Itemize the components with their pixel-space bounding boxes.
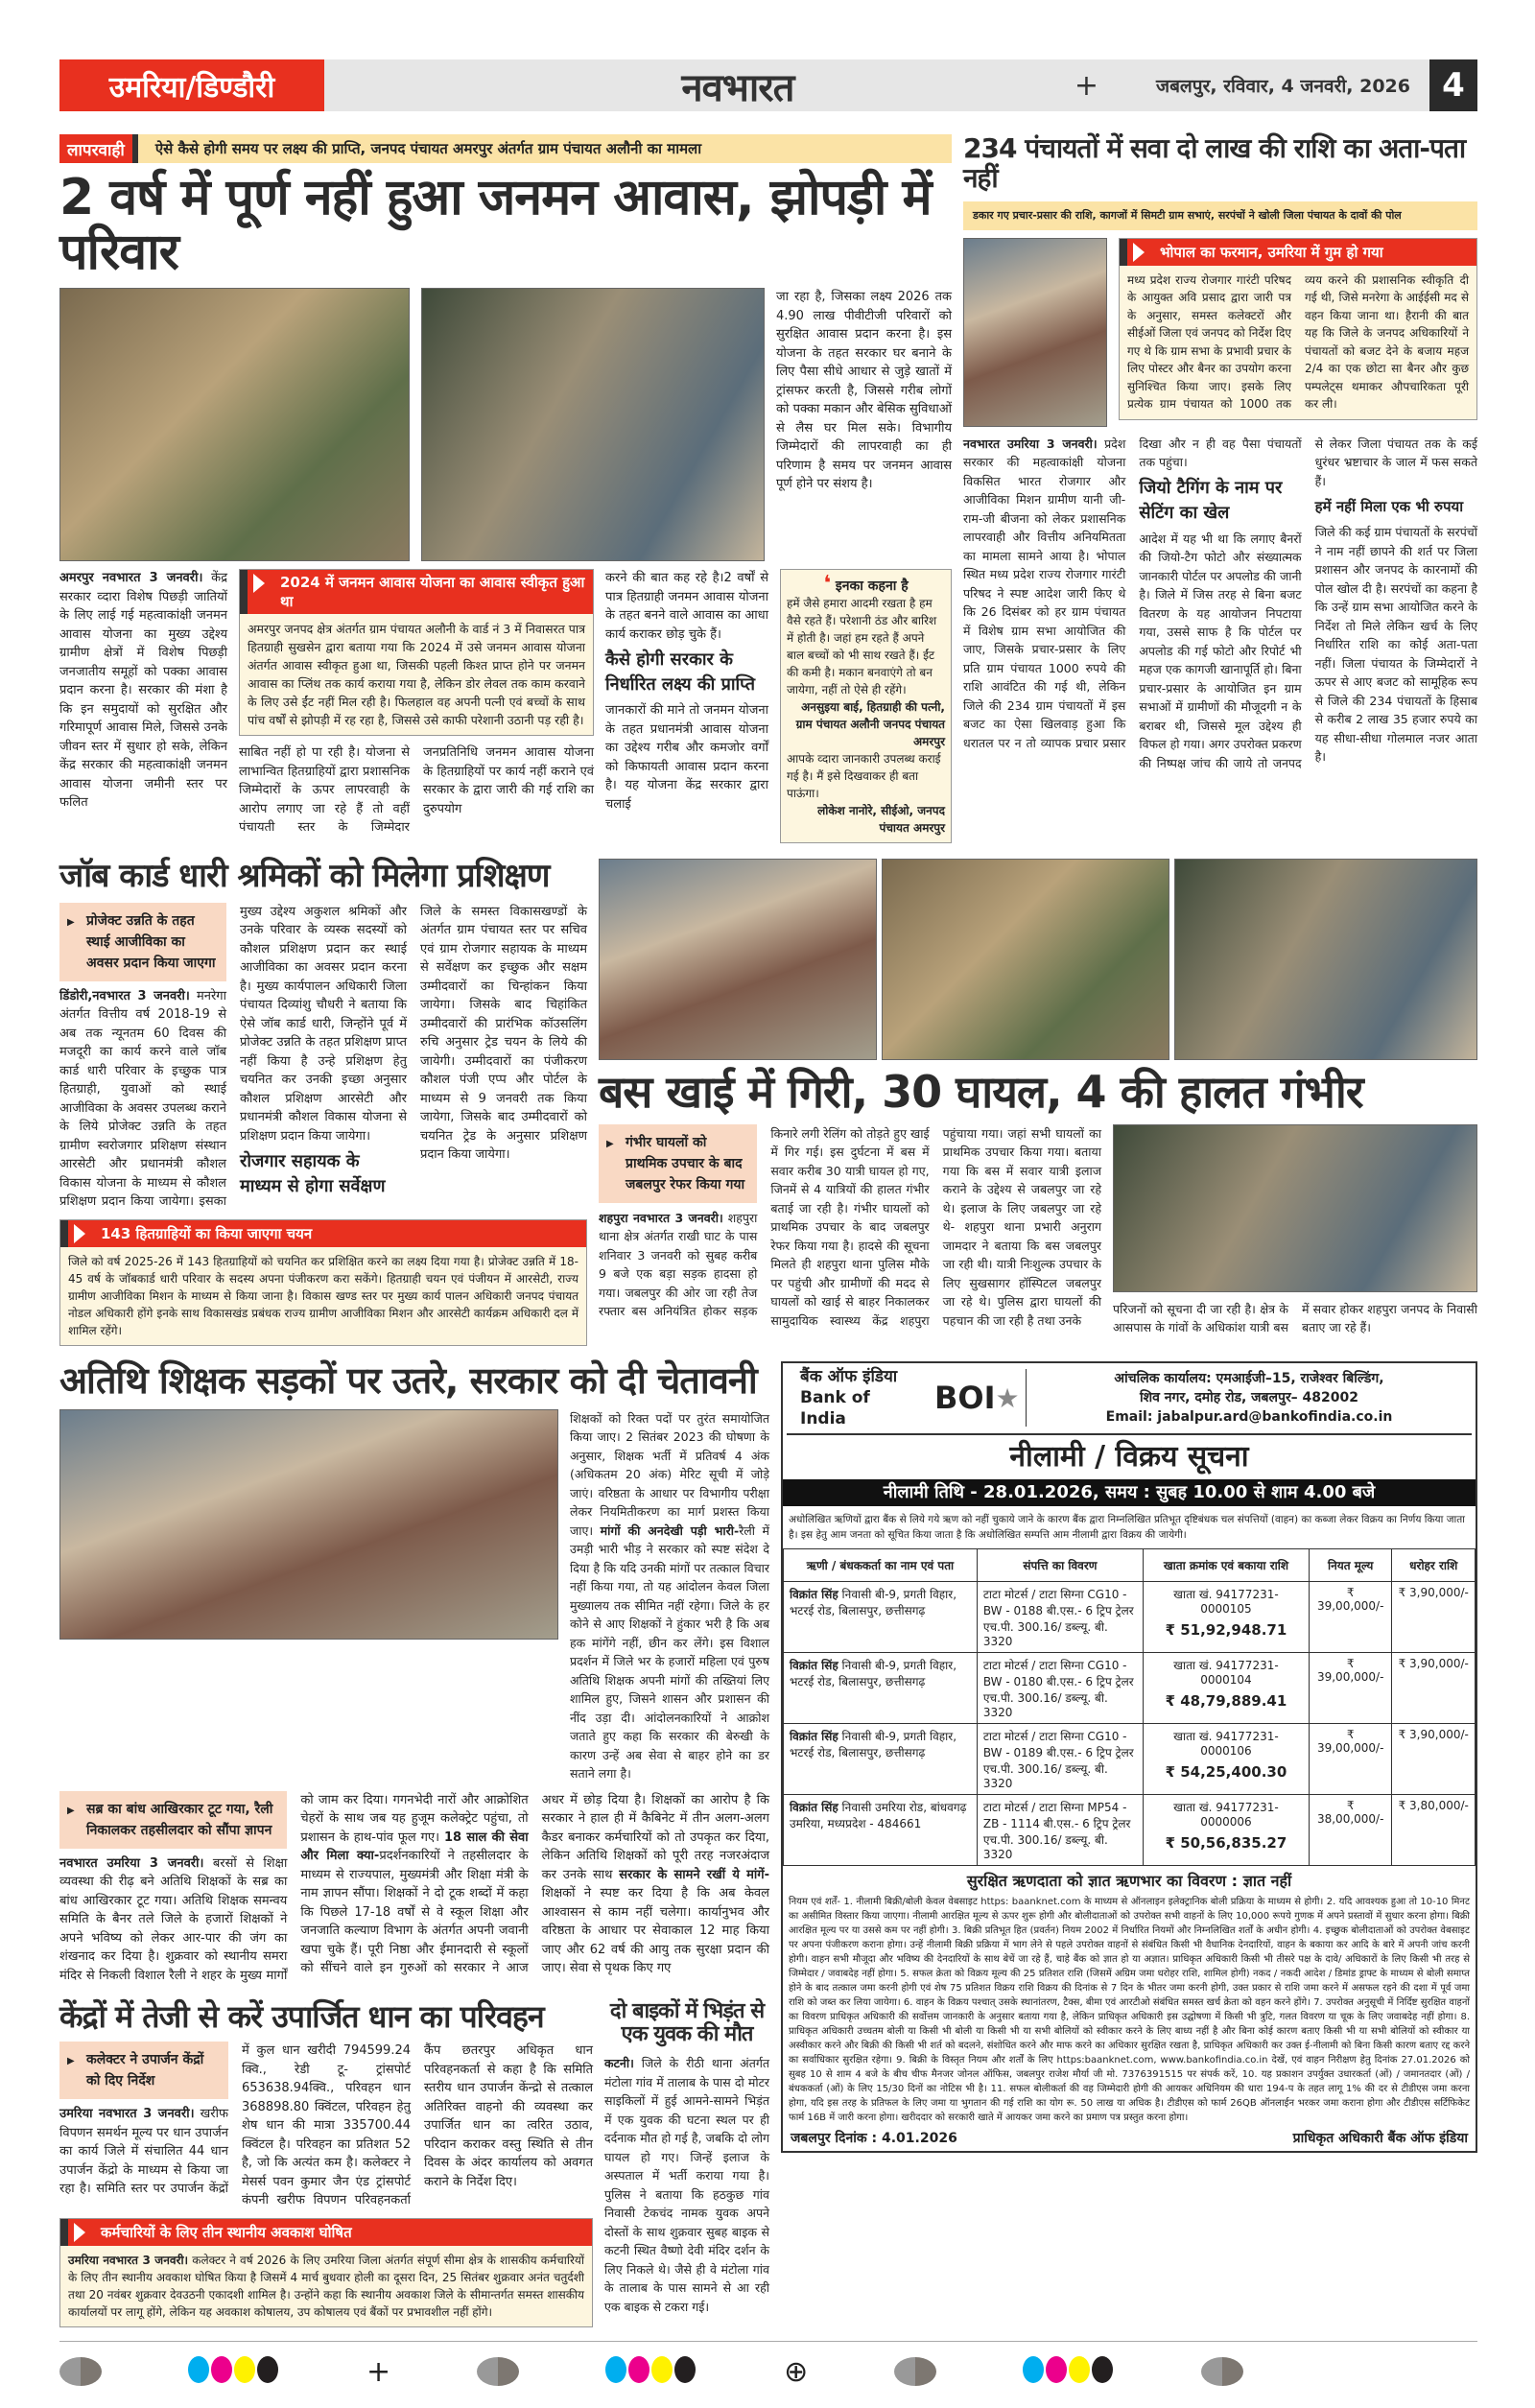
story-text: बरसों से शिक्षा व्यवस्था की रीढ़ बने अतिथि शिक्षकों के सब्र का बांध आखिरकार टूट गया। अतिथि शिक्षक समन्वय समिति के बैनर तले जिले के हजारों शिक्षकों ने अपने भविष्य को लेकर आर-पार की जंग का शंखनाद कर दिया है। शुक्रवार को स्थानीय समरा मंदिर से निकली विशाल रैली ने शहर के मुख्य मार्गों को जाम कर दिया। गगनभेदी नारों और [59,1792,480,1983]
gray-swatch-icon [477,2357,519,2386]
highlight-box: ▶ कलेक्टर ने उपार्जन केंद्रों को दिए निर्देश [59,2042,228,2099]
table-row [784,1794,1476,1865]
due-amount: ₹ 54,25,400.30 [1165,1762,1287,1781]
column-header: खाता क्रमांक एवं बकाया राशि [1143,1548,1309,1581]
story-awas [59,134,952,843]
borrower-name: विक्रांत सिंह [790,1729,838,1743]
dateline: उमरिया नवभारत 3 जनवरी। [68,2253,189,2267]
auction-date: नीलामी तिथि - 28.01.2026, समय : सुबह 10.00 से शाम 4.00 बजे [783,1479,1476,1506]
gray-swatch-icon [894,2357,936,2386]
headline: 2 वर्ष में पूर्ण नहीं हुआ जनमन आवास, झोपड़ी में परिवार [59,169,932,282]
column-header: धरोहर राशि [1392,1548,1476,1581]
headline: बस खाई में गिरी, 30 घायल, 4 की हालत गंभीर [599,1066,1363,1119]
story-text: अंतर्गत ग्राम पंचायत स्तर पर सचिव एवं ग्राम रोजगार सहायक के माध्यम से सर्वेक्षण कर इच्छुक और सक्षम उम्मीदवारों का चिन्हांकन किया जायेगा। जिसके बाद चिहांकित उम्मीदवारों की प्रारंभिक कॉउसलिंग रुचि अनुसार ट्रेड चयन के लिये की जायेगी। उम्मीदवारों का पंजीकरण कौशल पंजी एप्प और पोर्टल के माध्यम से 9 जनवरी तक किया जायेगा, जिसके बाद उम्मीदवारों को चयनित ट्रेड के अनुसार प्रशिक्षण प्रदान किया जायेगा। [420,923,587,1163]
story-text: शिक्षकों को रिक्त पदों पर तुरंत समायोजित किया जाए। 2 सितंबर 2023 की घोषणा के अनुसार, शिक्षक भर्ती में प्रतिवर्ष 4 अंक (अधिकतम 20 अंक) मेरिट सूची में जोड़े जाएं। वरिष्ठता के आधार पर विभागीय परीक्षा लेकर नियमितीकरण का मार्ग प्रशस्त किया जाए। [570,1410,769,1538]
reserve-price: ₹ 39,00,000/- [1309,1581,1392,1652]
bank-email: Email: jabalpur.ard@bankofindia.co.in [1105,1409,1393,1426]
gray-swatch-icon [59,2357,102,2386]
borrower-name: विक्रांत सिंह [790,1587,838,1601]
subheading: सरकार के सामने रखीं ये मांगें- [619,1867,769,1882]
earnest-money: ₹ 3,80,000/- [1392,1794,1476,1865]
registration-mark-icon: + [366,2354,391,2389]
story-text: रैली में उमड़ी भारी भीड़ ने सरकार को स्पष्ट संदेश दे दिया है कि यदि उनकी मांगों पर तत्काल विचार नहीं किया गया, तो यह आंदोलन केवल जिला मुख्यालय तक सीमित नहीं रहेगा। जिले के हर कोने से आए शिक्षकों ने हुंकार भरी है कि अब हक मांगेंगे नहीं, छीन कर लेंगे। इस विशाल प्रदर्शन में जिले भर के हजारों महिला एवं पुरुष अतिथि शिक्षक अपनी मांगों की तख्तियां लिए शामिल हुए, जिसने शासन और प्रशासन की नींद उड़ा दी। आंदोलनकारियों ने आक्रोश जताते हुए कहा कि सरकार की बेरुखी के कारण उन्हें अब सेवा से बाहर होने का डर सताने लगा है। [570,1523,769,1782]
column-header: नियत मूल्य [1309,1548,1392,1581]
story-text: जिले के समस्त विकासखण्डों के [420,904,587,919]
box-title: कर्मचारियों के लिए तीन स्थानीय अवकाश घोषित [60,2219,592,2246]
subheading: रोजगार सहायक के माध्यम से होगा सर्वेक्षण [240,1151,386,1197]
crowd-photo [1174,859,1477,1060]
asset-description: टाटा मोटर्स / टाटा सिग्ना CG10 - BW - 0189 बी.एस.- 6 ट्रिप ट्रेलर एच.पी. 300.16/ डब्ल्यू. बी. 3320 [977,1723,1143,1794]
story-strap: डकार गए प्रचार-प्रसार की राशि, कागजों में सिमटी ग्राम सभाएं, सरपंचों ने खोली जिला पंचायत के दावों की पोल [963,201,1477,230]
story-text: गिर गई। इस दुर्घटना में बस में सवार करीब 30 यात्री घायल हो गए, जिनमें से 4 यात्रियों की हालत गंभीर बताई जा रही है। गंभीर घायलों को प्राथमिक उपचार के बाद जबलपुर रेफर किया गया है। हादसे की सूचना मिलते ही शहपुरा थाना पुलिस मौके पर पहुंची और ग्रामीणों की मदद से घायलों को खाई से बाहर निकालकर सामुदायिक स्वास्थ्य केंद्र शहपुरा पहुंचाया गया। जहां सभी घायलों [770,1125,1085,1328]
headline: जॉब कार्ड धारी श्रमिकों को मिलेगा प्रशिक्षण [59,857,550,896]
asset-description: टाटा मोटर्स / टाटा सिग्ना CG10 - BW - 0188 बी.एस.- 6 ट्रिप ट्रेलर एच.पी. 300.16/ डब्ल्यू. बी. 3320 [977,1581,1143,1652]
headline: अतिथि शिक्षक सड़कों पर उतरे, सरकार को दी चेतावनी [59,1358,757,1402]
star-icon: ★ [995,1381,1020,1414]
quote-text: हमें जैसे हमारा आदमी रखता है हम वैसे रहते हैं। परेशानी ठंड और बारिश में होती है। जहां हम रहते हैं अपने बाल बच्चों को भी साथ रखते हैं। ईंट की कमी है। मकान बनवाएंगे तो बन जायेगा, नहीं तो ऐसे ही रहेंगे। [787,597,937,697]
registration-mark-icon: + [1074,68,1098,103]
borrower-name: विक्रांत सिंह [790,1658,838,1672]
cartoon-image [963,238,1107,427]
headline: केंद्रों में तेजी से करें उपार्जित धान का परिवहन [59,1998,544,2036]
cmyk-swatch-icon [605,2356,697,2387]
box-title: 143 हितग्राहियों का किया जाएगा चयन [60,1220,586,1247]
story-text: शहपुरा थाना क्षेत्र अंतर्गत राखी घाट के पास शनिवार 3 जनवरी को सुबह करीब 9 बजे एक बड़ा सड़क हादसा हो गया। जबलपुर की ओर जा रही तेज रफ्तार बस अनियंत्रित होकर सड़क किनारे लगी रेलिंग को तोड़ते हुए खाई में [599,1125,930,1319]
table-row [784,1581,1476,1652]
story-text: साबित नहीं हो पा रही है। योजना से लाभान्वित हितग्राहियों द्वारा प्रशासनिक जिम्मेदारों के ऊपर लापरवाही के आरोप लगाए जा रहे हैं तो वहीं पंचायती स्तर के जिम्मेदार जनप्रतिनिधि जनमन आवास योजना के हितग्राहियों पर कार्य नहीं कराने एवं सरकार के द्वारा जारी की गई राशि का दुरुपयोग [239,745,594,836]
quote-box [780,569,952,843]
story-panchayat [963,134,1477,772]
info-box [59,1219,587,1346]
gray-swatch-icon [1201,2357,1243,2386]
borrower-address: निवासी बी-9, प्रगती विहार, भटरई रोड, बिलासपुर, छत्तीसगढ़ [790,1587,957,1617]
subheading: 18 साल की सेवा और मिला क्या- [300,1830,529,1864]
story-text: आदेश में यह भी था कि लगाए बैनरों की जियो-टैग फोटो और संख्यात्मक जानकारी पोर्टल पर अपलोड की जानी है। जिले में जिस तरह से बिना बजट वितरण के यह आयोजन निपटाया गया, उससे साफ है कि पोर्टल पर अपलोड की गई फोटो और रिपोर्ट भी महज एक कागजी खानापूर्ति हो। बिना प्रचार-प्रसार के आयोजित इन ग्राम सभाओं में ग्रामीणों की मौजूदगी न के बराबर थी, जिससे मूल उद्देश्य ही विफल हो गया। अगर उपरोक्त प्रकरण की निष्पक्ष जांच की जाये तो जनपद से लेकर जिला पंचायत तक के कई [1139,436,1477,770]
bank-name-hindi: बैंक ऑफ इंडिया [800,1367,898,1387]
story-text: परिजनों को सूचना दी जा रही है। क्षेत्र के आसपास के गांवों के अधिकांश यात्री बस में सवार होकर शहपुरा जनपद के निवासी बताए जा रहे हैं। [1113,1301,1477,1335]
section-label: उमरिया/डिण्डौरी [59,59,324,111]
page-number: 4 [1429,59,1477,111]
dateline: नवभारत उमरिया 3 जनवरी। [963,436,1098,451]
cmyk-swatch-icon [188,2356,280,2387]
dateline: शहपुरा नवभारत 3 जनवरी। [599,1210,723,1225]
highlight-box: ▶ सब्र का बांध आखिरकार टूट गया, रैली निकालकर तहसीलदार को सौंपा ज्ञापन [59,1791,287,1849]
table-row [784,1723,1476,1794]
reserve-price: ₹ 39,00,000/- [1309,1652,1392,1723]
dateline: डिंडोरी,नवभारत 3 जनवरी। [59,988,190,1003]
headline: दो बाइकों में भिड़ंत से एक युवक की मौत [609,1999,765,2047]
earnest-money: ₹ 3,90,000/- [1392,1723,1476,1794]
borrower-address: निवासी बी-9, प्रगती विहार, भटरई रोड, बिलासपुर, छत्तीसगढ़ [790,1658,957,1688]
bank-logo: BOI ★ [921,1369,1027,1427]
box-title: भोपाल का फरमान, उमरिया में गुम हो गया [1120,239,1476,266]
story-text: जिले की कई ग्राम पंचायतों के सरपंचों ने नाम नहीं छापने की शर्त पर जिला प्रशासन और जनपद के कारनामों की पोल खोल दी है। सरपंचों का कहना है कि उन्हें ग्राम सभा आयोजित करने के निर्देश तो मिले लेकिन खर्च के लिए निर्धारित राशि का कोई अता-पता नहीं। जिला पंचायत के जिम्मेदारों ने ऊपर से आए बजट को सामूहिक रूप से जिले की 234 पंचायतों के हिसाब से करीब 2 लाख 35 हजार रुपये का यह सीधा-सीधा गोलमाल नजर आता है। [1314,525,1477,765]
due-amount: ₹ 48,79,889.41 [1165,1691,1287,1710]
story-text: का प्राथमिक उपचार किया गया। बताया गया कि बस में सवार यात्री इलाज कराने के उद्देश्य से जबलपुर जा रहे थे। इलाज के लिए जबलपुर जा रहे थे- शहपुरा थाना प्रभारी अनुराग जामदार ने बताया कि बस जबलपुर जा रही थी। यात्री निःशुल्क उपचार के लिए सुखसागर हॉस्पिटल जबलपुर जा रहे थे। पुलिस द्वारा घायलों की पहचान की जा रही है तथा उनके [942,1125,1101,1328]
story-job-card [59,859,587,1345]
asset-description: टाटा मोटर्स / टाटा सिग्ना MP54 - ZB - 1114 बी.एस.- 6 ट्रिप ट्रेलर एच.पी. 300.16/ डब्ल्यू. बी. 3320 [977,1794,1143,1865]
story-text: कटनी। जिले के रीठी थाना अंतर्गत मंटोला गांव में तालाब के पास दो मोटर साइकिलों में हुई आमने-सामने भिड़ंत में एक युवक की घटना स्थल पर ही दर्दनाक मौत हो गई है, जबकि दो लोग घायल हो गए। जिन्हें इलाज के अस्पताल में भर्ती कराया गया है। पुलिस ने बताया कि हठकुछ गांव निवासी टेकचंद नामक युवक अपने दोस्तों के साथ शुक्रवार सुबह बाइक से कटनी स्थित वैष्णो देवी मंदिर दर्शन के लिए निकले थे। जैसे ही वे मंटोला गांव के तालाब के पास सामने से आ रही एक बाइक से टकरा गई। [604,2056,769,2314]
story-text: खरीफ विपणन समर्थन मूल्य पर धान उपार्जन का कार्य जिले में संचालित 44 धान उपार्जन केंद्रो के माध्यम से किया जा रहा है। समिति स्तर पर उपार्जन केंद्रों में कुल धान खरीदी 794599.24 क्वि., रेडी टू- ट्रांसपोर्ट 653638.94क्वि., परिवहन धान 368898.80 क्विंटल, परिवहन हेतु शेष धान की मात्रा 335700.44 क्विंटल है। परिवहन का प्रतिशत 52 है, जो कि अत्यंत [59,2043,411,2197]
quote-icon: ❛ [823,572,831,597]
account-number: खाता खं. 94177231-0000006 [1173,1800,1279,1829]
quote-attribution: लोकेश नानोरे, सीईओ, जनपद पंचायत अमरपुर [817,804,945,836]
injured-photo [599,859,877,1060]
auction-table [783,1548,1476,1866]
bank-auction-ad [781,1361,1477,2153]
quote-text: आपके व्दारा जानकारी उपलब्ध कराई गई है। मैं इसे दिखवाकर ही बता पाऊंगा। [787,752,941,801]
box-text: मध्य प्रदेश राज्य रोजगार गारंटी परिषद के आयुक्त अवि प्रसाद द्वारा जारी पत्र के अनुसार, समस्त कलेक्टरों और सीईओं जिला एवं जनपद को निर्देश दिए गए थे कि ग्राम सभा के प्रभावी प्रचार के लिए पोस्टर और बैनर का उपयोग करना सुनिश्चित किया जाए। इसके लिए प्रत्येक ग्राम पंचायत को 1000 तक व्यय करने की प्रशासनिक स्वीकृति दी गई थी, जिसे मनरेगा के आईईसी मद से वहन किया जाना था। हैरानी की बात यह कि जिले के जनपद अधिकारियों ने पंचायतों को बजट देने के बजाय महज 2/4 का एक छोटा सा बैनर और कुछ पम्पलेट्स थमाकर औपचारिकता पूरी कर ली। [1127,272,1469,412]
story-text: तत्काल अतिरिक्त वाहनो की व्यवस्था कर उपार्जित धान का त्वरित उठाव, परिदान कराकर वस्तु स्थिति से तीन दिवस के अंदर कार्यालय को अवगत कराने के निर्देश दिए। [424,2081,594,2189]
story-paddy-transport [59,2000,593,2327]
story-strap: ऐसे कैसे होगी समय पर लक्ष्य की प्राप्ति, जनपद पंचायत अमरपुर अंतर्गत ग्राम पंचायत अलौनी का मामला [138,134,952,163]
story-text: जानकारों की माने तो जनमन योजना के तहत प्रधानमंत्री आवास योजना का उद्देश्य गरीब और कमजोर वर्गों को किफायती आवास प्रदान करना है। यह योजना केंद्र सरकार द्वारा चलाई [605,703,768,812]
headline: 234 पंचायतों में सवा दो लाख की राशि का अता-पता नहीं [963,132,1466,194]
table-header-row [784,1548,1476,1581]
issue-date: जबलपुर, रविवार, 4 जनवरी, 2026 [1155,76,1410,97]
dateline: नवभारत उमरिया 3 जनवरी। [59,1855,204,1871]
story-column [570,1409,769,1783]
story-text: अमरपुर नवभारत 3 जनवरी। केंद्र सरकार व्दारा विशेष पिछड़ी जातियों के लिए लाई गई महत्वाकांक्षी जनमन आवास योजना का मुख्य उद्देश्य ग्रामीण क्षेत्रों में विशेष पिछड़ी जनजातीय समूहों को पक्का आवास प्रदान करना है। सरकार की मंशा है कि इन समुदायों को सुरक्षित और गरिमापूर्ण आवास मिले, जिससे उनके जीवन स्तर में सुधार हो सके, लेकिन केंद्र सरकार की महत्वाकांक्षी जनमन आवास योजना जमीनी स्तर पर फलित [59,571,227,811]
bank-name-english: Bank of India [800,1388,870,1429]
story-text: प्रदर्शनकारियों ने तहसीलदार के माध्यम से राज्यपाल, मुख्यमंत्री और शिक्षा मंत्री के नाम ज्ञापन सौंपा। शिक्षकों ने दो टूक शब्दों में कहा कि पिछले 17-18 वर्षों से वे स्कूल शिक्षा और जनजाति कल्याण विभाग के अंतर्गत अपनी जवानी खपा चुके हैं। पूरी निष्ठा और ईमानदारी से स्कूलों को सींचने वाले इन गुरुओं को सरकार ने आज अधर में छोड़ [300,1792,602,1976]
bus-accident-photo [1113,1124,1477,1292]
account-number: खाता खं. 94177231-0000104 [1173,1658,1279,1687]
box-text: जिले को वर्ष 2025-26 में 143 हितग्राहियों को चयनित कर प्रशिक्षित करने का लक्ष्य दिया गया है। प्रोजेक्ट उन्नति में 18-45 वर्ष के जॉबकार्ड धारी परिवार के सदस्य अपना पंजीकरण करा सकेंगे। हितग्राही चयन एवं पंजीयन में आरसेटी, राज्य ग्रामीण आजीविका मिशन के माध्यम से किया जाना है। विकास खण्ड स्तर पर मुख्य कार्य पालन अधिकारी जनपद पंचायत नोडल अधिकारी होंगे इनके साथ विकासखंड प्रबंधक राज्य ग्रामीण आजीविका मिशन और आरसेटी कार्यक्रम अधिकारी दल में शामिल रहेंगे। [68,1254,579,1337]
subheading: जियो टैगिंग के नाम पर सेटिंग का खेल [1139,477,1283,523]
story-text [963,435,1477,773]
box-text: कलेक्टर ने वर्ष 2026 के लिए उमरिया जिला अंतर्गत संपूर्ण सीमा क्षेत्र के शासकीय कर्मचारियों के लिए तीन स्थानीय अवकाश घोषित किया है जिसमें 4 मार्च बुधवार होली का दूसरा दिन, 25 सितंबर शुक्रवार अनंत चतुर्दशी तथा 20 नवंबर शुक्रवार देवउठनी एकादशी शामिल है। उन्होंने कहा कि स्थानीय अवकाश जिले के सीमान्तर्गत समस्त शासकीय कार्यालयों पर लागू होंगे, लेकिन यह अवकाश कोषालय, उप कोषालय एवं बैंकों पर प्रभावशील नहीं होंगे। [68,2253,584,2319]
due-amount: ₹ 51,92,948.71 [1165,1620,1287,1639]
newspaper-logo: नवभारत [681,65,794,110]
borrower-name: विक्रांत सिंह [790,1800,838,1814]
highlight-box: ▶ प्रोजेक्ट उन्नति के तहत स्थाई आजीविका का अवसर प्रदान किया जाएगा [59,903,226,981]
story-column [605,569,768,814]
subheading: कैसे होगी सरकार के निर्धारित लक्ष्य की प्राप्ति [605,649,755,696]
encumbrance-note: सुरक्षित ऋणदाता को ज्ञात ऋणभार का विवरण : ज्ञात नहीं [966,1871,1292,1890]
story-text: प्रदेश सरकार की महत्वाकांक्षी योजना विकसित भारत रोजगार और आजीविका मिशन ग्रामीण यानी जी-राम-जी बीजना को लेकर प्रशासनिक लापरवाही और वित्तीय अनियमितता का मामला सामने आया है। भोपाल स्थित मध्य प्रदेश राज्य रोजगार गारंटी परिषद ने स्पष्ट आदेश जारी किए थे कि 26 दिसंबर को हर ग्राम पंचायत में विशेष ग्राम सभा आयोजित की जाए, जिसके प्रचार-प्रसार के लिए प्रति ग्राम पंचायत 1000 रुपये की राशि आवंटित की गई थी, लेकिन जिले की 234 ग्राम पंचायतों में इस बजट का ऐसा खिलवाड़ हुआ कि धरातल पर न तो व्यापक प्रचार प्रसार दिखा और न ही वह पैसा पंचायतों तक पहुंचा। [963,436,1302,750]
story-text: जा रहा है, जिसका लक्ष्य 2026 तक 4.90 लाख पीवीटीजी परिवारों को सुरक्षित आवास प्रदान करना है। इस योजना के तहत सरकार घर बनाने के लिए पैसा सीधे आधार से जुड़े खातों में ट्रांसफर करती है, जिससे गरीब लोगों को पक्का मकान और बेसिक सुविधाओं से लैस घर मिल सके। विभागीय जिम्मेदारों की लापरवाही का ही परिणाम है समय पर जनमन आवास पूर्ण होने पर संशय है। [776,290,952,492]
account-number: खाता खं. 94177231-0000106 [1173,1729,1279,1758]
story-text: मनरेगा अंतर्गत वित्तीय वर्ष 2018-19 से अब तक न्यूनतम 60 दिवस की मजदूरी का कार्य करने वाले जॉब कार्ड धारी परिवार के इच्छुक पात्र हितग्राही, युवाओं को स्थाई आजीविका के अवसर उपलब्ध कराने के लिये प्रोजेक्ट उन्नति के तहत ग्रामीण स्वरोजगार प्रशिक्षण संस्थान आरसेटी और प्रधानमंत्री कौशल विकास योजना के माध्यम से कौशल प्रशिक्षण प्रदान किया जायेगा। इसका मुख्य उद्देश्य अकुशल श्रमिकों और उनके परिवार के व्यस्क सदस्यों को कौशल प्रशिक्षण प्रदान कर स्थाई आजीविका का अवसर प्रदान करना है। मुख्य कार्यपालन अधिकारी जिला [59,904,407,1210]
column-header: संपत्ति का विवरण [977,1548,1143,1581]
hut-photo [421,288,765,561]
story-bus-accident [599,859,1477,1337]
borrower-address: निवासी बी-9, प्रगती विहार, भटरई रोड, बिलासपुर, छत्तीसगढ़ [790,1729,957,1759]
quote-attribution: अनसुइया बाई, हितग्राही की पत्नी, ग्राम पंचायत अलौनी जनपद पंचायत अमरपुर [795,700,945,749]
story-guest-teachers [59,1358,769,1985]
bank-address: शिव नगर, दमोह रोड, जबलपुर– 482002 [1139,1390,1359,1406]
story-text: पंचायत दिव्यांशु चौधरी ने बताया कि ऐसे जॉब कार्ड धारी, जिन्होंने पूर्व में प्रोजेक्ट उन्नति के तहत प्रशिक्षण प्राप्त नहीं किया है उन्हे प्रशिक्षण हेतु चयनित कर उनकी इच्छा अनुसार कौशल प्रशिक्षण आरसेटी और प्रधानमंत्री कौशल विकास योजना से प्रशिक्षण प्रदान किया जायेगा। [240,998,407,1144]
box-title: 2024 में जनमन आवास योजना का आवास स्वीकृत हुआ था [240,570,593,614]
subheading: हमें नहीं मिला एक भी रुपया [1314,498,1464,516]
dateline: उमरिया नवभारत 3 जनवरी। [59,2107,195,2122]
cmyk-swatch-icon [1023,2356,1115,2387]
earnest-money: ₹ 3,90,000/- [1392,1581,1476,1652]
story-text: करने की बात कह रहे है।2 वर्षों से पात्र हितग्राही जनमन आवास योजना के तहत बनने वाले आवास का आधा कार्य कराकर छोड़ चुके हैं। [605,571,768,642]
color-registration-marks [59,2341,1477,2389]
story-text: कम है। कलेक्टर ने मेसर्स पवन कुमार जैन एंड ट्रांसपोर्ट कंपनी खरीफ विपणन परिवहनकर्ता कैंप छतरपुर अधिकृत धान परिवहनकर्ता से कहा है कि समिति स्तरीय धान उपार्जन केंन्द्रो से [242,2043,593,2208]
column-header: ऋणी / बंधककर्ता का नाम एवं पता [784,1548,978,1581]
info-box [59,2218,593,2327]
box-text: अमरपुर जनपद क्षेत्र अंतर्गत ग्राम पंचायत अलौनी के वार्ड नं 3 में निवासरत पात्र हितग्राही सुखसेन द्वारा बताया गया कि 2024 में उसे जनमन आवास योजना अंतर्गत आवास स्वीकृत हुआ था, जिसकी पहली किश्त प्राप्त होने पर जनमन आवास का प्लिंथ तक कार्य कराया गया है, लेकिन डोर लेवल तक काम करवाने के लिए उसे ईंट नहीं मिल रही है। फिलहाल वह अपनी पत्नी एवं बच्चों के साथ पांच वर्षों से झोपड़ी में रह रहा है, जिससे उसे काफी परेशानी उठानी पड़ रही है। [248,622,585,728]
masthead-band [59,59,1477,111]
hospital-photo [882,859,1169,1060]
bank-address: आंचलिक कार्यालय: एमआईजी–15, राजेश्वर बिल्डिंग, [1114,1371,1384,1387]
borrower-address: निवासी उमरिया रोड, बांधवगढ़ उमरिया, मध्यप्रदेश - 484661 [790,1800,967,1830]
ad-intro: अधोलिखित ऋणियों द्वारा बैंक से लिये गये ऋण को नहीं चुकाये जाने के कारण बैंक द्वारा निम्नलिखित प्रतिभूत दृष्टिबंधक चल संपत्तियों (वाहन) का कब्जा लेकर विक्रय का निर्णय किया जाता है। इस हेतु आम जनता को सूचित किया जाता है कि अधोलिखित सम्पत्ति आम नीलामी द्वारा विक्रय की जायेगी। [789,1513,1465,1541]
info-box [1119,238,1477,420]
account-number: खाता खं. 94177231-0000105 [1173,1587,1279,1616]
story-text: आक्रोशित चेहरों के साथ जब यह हुजूम कलेक्ट्रेट पहुंचा, तो प्रशासन के हाथ-पांव फूल गए। [300,1792,529,1845]
family-photo [59,288,410,561]
ad-place-date: जबलपुर दिनांक : 4.01.2026 [791,2130,957,2146]
info-box [239,569,594,736]
story-text: दिया है। शिक्षकों का आरोप है कि सरकार ने हाल ही में कैबिनेट में तीन अलग-अलग कैडर बनाकर कर्मचारियों को तो उपकृत कर दिया, लेकिन अतिथि शिक्षकों को पूरी तरह नजरअंदाज कर उनके साथ [541,1792,769,1882]
quote-title: इनका कहना है [835,578,909,595]
registration-target-icon: ⊕ [784,2354,809,2389]
subheading: मांगों की अनदेखी पड़ी भारी- [600,1523,740,1538]
terms-conditions: नियम एवं शर्तें- 1. नीलामी बिक्री/बोली केवल वेबसाइट https: baanknet.com के माध्यम से ऑनलाइन इलेक्ट्रानिक बोली प्रक्रिया के माध्यम से होगी। 2. यदि आवश्यक हुआ तो 10-10 मिनट का असीमित विस्तार किया जाएगा। नीलामी आरक्षित मूल्य से ऊपर शुरू होगी और बोलीदाताओं को उपरोक्त सभी वाहनों के लिए 10,000 रूपये गुणक में अपने प्रस्तावों में सुधार करना होगा। बिक्री आरक्षित मूल्य पर या उससे कम पर नहीं होगी। 3. बिक्री प्रतिभूत हित (प्रवर्तन) नियम 2002 में निर्धारित नियमों और निम्नलिखित शर्तों के अधीन होगी। 4. इच्छुक बोलीदाताओं को उपरोक्त वेबसाइट पर अपना पंजीकरण कराना होगा। उन्हें नीलामी बिक्री प्रक्रिया में भाग लेने से पहले उपरोक्त वाहनों से संबंधित किसी भी वैधानिक देनदारियों, वाहन के बकाया कर आदि के बारे में अपनी जांच करनी होगी। वाहन सभी मौजूदा और भविष्य की देनदारियों के साथ बेचें जा रहे हैं, चाहे बैंक को ज्ञात हो या अज्ञात। प्राधिकृत अधिकारी किसी भी तीसरे पक्ष के दावे/ अधिकारों के लिए किसी भी तरह से जिम्मेदार / जवाबदेह नहीं होगा। 5. सफल क्रेता को विक्रय मूल्य की 25 प्रतिशत राशि (जिसमें अग्रिम जमा धरोहर राशि, शामिल होगी) नकद / नकदी आदेश / डिमांड ड्राफ्ट के माध्यम से बोली समाप्त होने के बाद तत्काल जमा करनी होगी एवं शेष 75 प्रतिशत विक्रय राशि विक्रय की दिनांक से 7 दिन के भीतर जमा करनी होगी, उक्त प्रकार से राशि जमा करने में असफल रहने की दशा में पूर्व जमा राशि को जब्त कर लिया जायेगा। 6. वाहन के विक्रय पश्चात् उसके स्थानांतरण, टैक्स, बीमा एवं आरटीओ संबंधित समस्त खर्च क्रेता को वहन करने होंगे। 7. उपरोक्त अनुसूची में निर्दिष्ट सुरक्षित वाहनों का विवरण प्राधिकृत अधिकारी की सर्वोत्तम जानकारी के अनुसार बताया गया है, लेकिन प्राधिकृत अधिकारी इस उद्घोषणा में किसी भी त्रुटि, गलत विवरण या चूक के लिए जवाबदेह नहीं होगा। 8. प्राधिकृत अधिकारी उच्चतम बोली या किसी भी बोली या किसी भी या सभी बोलियों को स्वीकार करने के लिए बाध्य नहीं है और बिना कोई कारण बताए किसी भी या सभी बोलियों को स्वीकार या अस्वीकार करने और बिक्री की किसी भी शर्त को बदलने, संशोधित करने और माफ करने का अधिकार सुरक्षित रखता है, प्राधिकृत अधिकारी कर उक्त ई-नीलामी को बिना किसी कारण बताए रद्द करने का सर्वाधिकार सुरक्षित रहेगा। 9. बिक्री के विस्तृत नियम और शर्तों के लिए https:baanknet.com, www.bankofindia.co.in देखें, एवं वाहन निरीक्षण हेतु दिनांक 27.01.2026 को सुबह 10 से शाम 4 बजे के बीच चीफ मैनजर जोनल ऑफिस, जबलपुर राजेश मौर्या जी मो. 7376391515 पर संपर्क करें, 10. यह प्रकाशन उपर्युक्त उधारकर्ता (ओं) / जमानतदार (ओं) / बंधककर्ता (ओं) के लिए 15/30 दिनों का नोटिस भी है। 11. सफल बोलीकर्ता की वह जिम्मेदारी होगी की आयकर अधिनियम की धारा 194-प के तहत लागू 1% की दर से टीडीएस जमा करना होगा, यदि इस तरह के प्रतिफल के लिए जमा या भुगतान की गई राशि का योग रू. 50 लाख या अधिक है। टीडीएस को फार्म 26QB ऑनलाईन भरकर जमा कराना होगा और टीडीएस सर्टिफिकेट फार्म 16B में जारी करना होगा। खरीददार को सरकारी खाते में आयकर जमा करने का प्रमाण पत्र प्रस्तुत करना होगा। [789,1896,1470,2123]
due-amount: ₹ 50,56,835.27 [1165,1833,1287,1852]
story-bike-accident [604,2000,769,2316]
ad-signatory: प्राधिकृत अधिकारी बैंक ऑफ इंडिया [1292,2130,1468,2146]
highlight-box: ▶ गंभीर घायलों को प्राथमिक उपचार के बाद जबलपुर रेफर किया गया [599,1124,757,1203]
reserve-price: ₹ 38,00,000/- [1309,1794,1392,1865]
asset-description: टाटा मोटर्स / टाटा सिग्ना CG10 - BW - 0180 बी.एस.- 6 ट्रिप ट्रेलर एच.पी. 300.16/ डब्ल्यू. बी. 3320 [977,1652,1143,1723]
ad-title: नीलामी / विक्रय सूचना [1009,1439,1249,1474]
kicker-label: लापरवाही [59,134,138,163]
story-text: शिक्षकों ने स्पष्ट कर दिया है कि अब केवल आश्वासन से काम नहीं चलेगा। कार्यानुभव और वरिष्ठता के आधार पर सेवाकाल 12 माह किया जाए और 62 वर्ष की आयु तक सुरक्षा प्रदान की जाए। सेवा से पृथक किए गए [541,1886,769,1976]
reserve-price: ₹ 39,00,000/- [1309,1723,1392,1794]
earnest-money: ₹ 3,90,000/- [1392,1652,1476,1723]
table-row [784,1652,1476,1723]
story-text: धुरंधर भ्रष्टाचार के जाल में फस सकते हैं। [1314,455,1477,488]
protest-photo [59,1409,558,1640]
